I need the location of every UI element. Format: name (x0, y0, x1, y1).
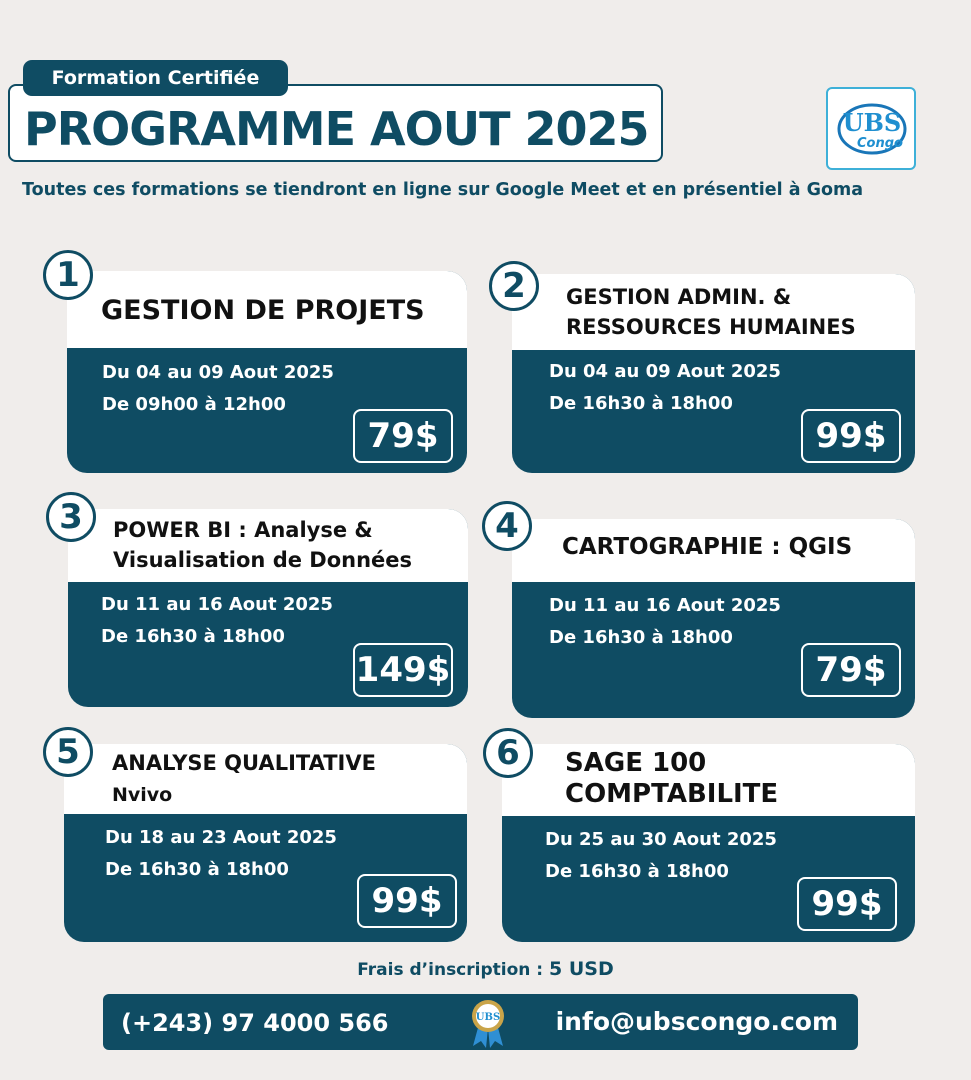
course-price: 79$ (353, 409, 453, 463)
course-title-line2: RESSOURCES HUMAINES (566, 315, 856, 339)
course-hours: De 16h30 à 18h00 (545, 861, 729, 882)
course-number-2: 2 (489, 261, 539, 311)
certified-badge: Formation Certifiée (23, 60, 288, 96)
course-dates: Du 18 au 23 Aout 2025 (105, 827, 337, 848)
contact-footer (103, 994, 858, 1050)
course-title-line2: Visualisation de Données (113, 548, 413, 572)
ubs-logo-icon (836, 95, 908, 163)
course-title-line2: COMPTABILITE (565, 779, 779, 809)
course-title-line1: POWER BI : Analyse & (113, 518, 373, 542)
logo-text: UBS (842, 108, 902, 137)
course-title-line1: SAGE 100 (565, 748, 707, 778)
course-card-1 (67, 271, 467, 473)
course-hours: De 16h30 à 18h00 (105, 859, 289, 880)
course-price: 79$ (801, 643, 901, 697)
course-number-5: 5 (43, 727, 93, 777)
course-hours: De 16h30 à 18h00 (549, 627, 733, 648)
phone-number: (+243) 97 4000 566 (121, 1009, 389, 1037)
course-price: 99$ (357, 874, 457, 928)
course-title: GESTION DE PROJETS (101, 295, 425, 326)
course-price: 99$ (797, 877, 897, 931)
course-title-line1: GESTION ADMIN. & (566, 285, 792, 309)
course-hours: De 16h30 à 18h00 (101, 626, 285, 647)
course-card-3 (68, 509, 468, 707)
registration-fee (0, 958, 971, 980)
course-price: 149$ (353, 643, 453, 697)
ubs-medal-icon (469, 998, 507, 1048)
course-title: CARTOGRAPHIE : QGIS (562, 534, 853, 560)
course-dates: Du 25 au 30 Aout 2025 (545, 829, 777, 850)
fee-label: Frais d’inscription : (357, 960, 550, 980)
course-card-4 (512, 519, 915, 718)
email-link[interactable]: info@ubscongo.com (555, 1007, 838, 1036)
course-dates: Du 04 au 09 Aout 2025 (102, 362, 334, 383)
course-dates: Du 04 au 09 Aout 2025 (549, 361, 781, 382)
fee-amount: 5 USD (549, 958, 614, 980)
course-title-line2: Nvivo (112, 784, 173, 806)
course-number-4: 4 (482, 501, 532, 551)
course-number-3: 3 (46, 492, 96, 542)
course-dates: Du 11 au 16 Aout 2025 (101, 594, 333, 615)
course-number-6: 6 (483, 728, 533, 778)
course-card-2 (512, 274, 915, 473)
course-number-1: 1 (43, 250, 93, 300)
course-card-6 (502, 744, 915, 942)
ubs-logo (826, 87, 916, 170)
medal-text: UBS (475, 1012, 501, 1023)
course-dates: Du 11 au 16 Aout 2025 (549, 595, 781, 616)
course-hours: De 16h30 à 18h00 (549, 393, 733, 414)
course-card-5 (64, 744, 467, 942)
course-hours: De 09h00 à 12h00 (102, 394, 286, 415)
page-title: PROGRAMME AOUT 2025 (24, 102, 649, 156)
logo-subtext: Congo (857, 136, 903, 151)
course-title-line1: ANALYSE QUALITATIVE (112, 751, 376, 775)
course-price: 99$ (801, 409, 901, 463)
subtitle: Toutes ces formations se tiendront en ligne sur Google Meet et en présentiel à Goma (22, 180, 864, 200)
